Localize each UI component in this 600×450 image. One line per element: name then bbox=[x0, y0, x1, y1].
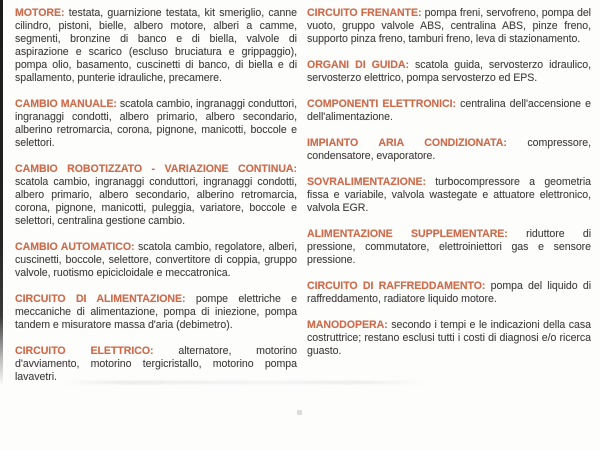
section-text: pompa freni, servofreno, pompa del vuoto, gruppo valvole ABS, centralina ABS, pinze freno, supporto pinza freno, tamburi freno, leva di stazionamento. bbox=[307, 7, 591, 45]
section-heading: MOTORE: bbox=[15, 7, 65, 19]
section-heading: ALIMENTAZIONE SUPPLEMENTARE: bbox=[307, 228, 508, 240]
section-heading: IMPIANTO ARIA CONDIZIONATA: bbox=[307, 137, 507, 149]
scan-speck-artifact bbox=[297, 410, 302, 415]
column-left bbox=[15, 7, 297, 397]
section-text: compressore, condensatore, evaporatore. bbox=[307, 137, 591, 162]
section bbox=[307, 319, 591, 358]
section-text: turbocompressore a geometria fissa e variabile, valvola wastegate e attuatore elettronico, valvola EGR. bbox=[307, 176, 591, 214]
section-heading: CAMBIO AUTOMATICO: bbox=[15, 241, 135, 253]
section-text: scatola cambio, ingranaggi conduttori, ingranaggi condotti, albero primario, albero secondario, alberino retromarcia, corona, pignone, manicotti, boccole e selettori. bbox=[15, 98, 297, 149]
section-text: scatola guida, servosterzo idraulico, servosterzo elettrico, pompa servosterzo ed EPS. bbox=[307, 59, 591, 84]
section bbox=[307, 98, 591, 124]
section bbox=[15, 241, 297, 280]
section-heading: CIRCUITO FRENANTE: bbox=[307, 7, 422, 19]
scan-edge-strip bbox=[0, 0, 3, 386]
section-heading: MANODOPERA: bbox=[307, 319, 388, 331]
section-text: pompe elettriche e meccaniche di alimentazione, pompa di iniezione, pompa tandem e misuratore massa d'aria (debimetro). bbox=[15, 293, 297, 331]
section-text: centralina dell'accensione e dell'alimentazione. bbox=[307, 98, 591, 123]
section-heading: ORGANI DI GUIDA: bbox=[307, 59, 409, 71]
section bbox=[307, 7, 591, 46]
section bbox=[15, 163, 297, 228]
section bbox=[15, 7, 297, 85]
section bbox=[307, 280, 591, 306]
section bbox=[307, 137, 591, 163]
section-text: pompa del liquido di raffreddamento, radiatore liquido motore. bbox=[307, 280, 591, 305]
section-text: riduttore di pressione, commutatore, elettroiniettori gas e sensore pressione. bbox=[307, 228, 591, 266]
section bbox=[307, 228, 591, 267]
section bbox=[307, 176, 591, 215]
section-heading: CAMBIO MANUALE: bbox=[15, 98, 117, 110]
section-heading: SOVRALIMENTAZIONE: bbox=[307, 176, 426, 188]
section-heading: CIRCUITO ELETTRICO: bbox=[15, 345, 154, 357]
section-heading: CIRCUITO DI RAFFREDDAMENTO: bbox=[307, 280, 486, 292]
section-text: scatola cambio, regolatore, alberi, cuscinetti, boccole, selettore, convertitore di coppia, gruppo valvole, ruotismo epicicloidale e meccatronica. bbox=[15, 241, 297, 279]
section-text: alternatore, motorino d'avviamento, motorino tergicristallo, motorino pompa lavavetri. bbox=[15, 345, 298, 383]
section-text: secondo i tempi e le indicazioni della casa costruttrice; restano esclusi tutti i costi di diagnosi e/o ricerca guasto. bbox=[307, 319, 591, 357]
section bbox=[307, 59, 591, 85]
section bbox=[15, 98, 297, 150]
section-heading: CIRCUITO DI ALIMENTAZIONE: bbox=[15, 293, 186, 305]
column-right bbox=[307, 7, 591, 371]
section-text: scatola cambio, ingranaggi conduttori, ingranaggi condotti, albero primario, albero secondario, alberino retromarcia, corona, pignone, manicotti, puleggia, variatore, boccole e selettori, centralina gestione cambio. bbox=[15, 176, 297, 227]
section-heading: CAMBIO ROBOTIZZATO - VARIAZIONE CONTINUA: bbox=[15, 163, 297, 175]
section bbox=[15, 345, 297, 384]
section-heading: COMPONENTI ELETTRONICI: bbox=[307, 98, 456, 110]
section-text: testata, guarnizione testata, kit smeriglio, canne cilindro, pistoni, bielle, albero motore, alberi a camme, segmenti, bronzine di banco e di biella, valvole di aspirazione e scarico (escluso bruciatura e grippaggio), pompa olio, basamento, cuscinetti di banco, di biella e di spallamento, punterie idrauliche, precamere. bbox=[15, 7, 297, 84]
scan-smudge-artifact bbox=[60, 381, 430, 384]
section bbox=[15, 293, 297, 332]
